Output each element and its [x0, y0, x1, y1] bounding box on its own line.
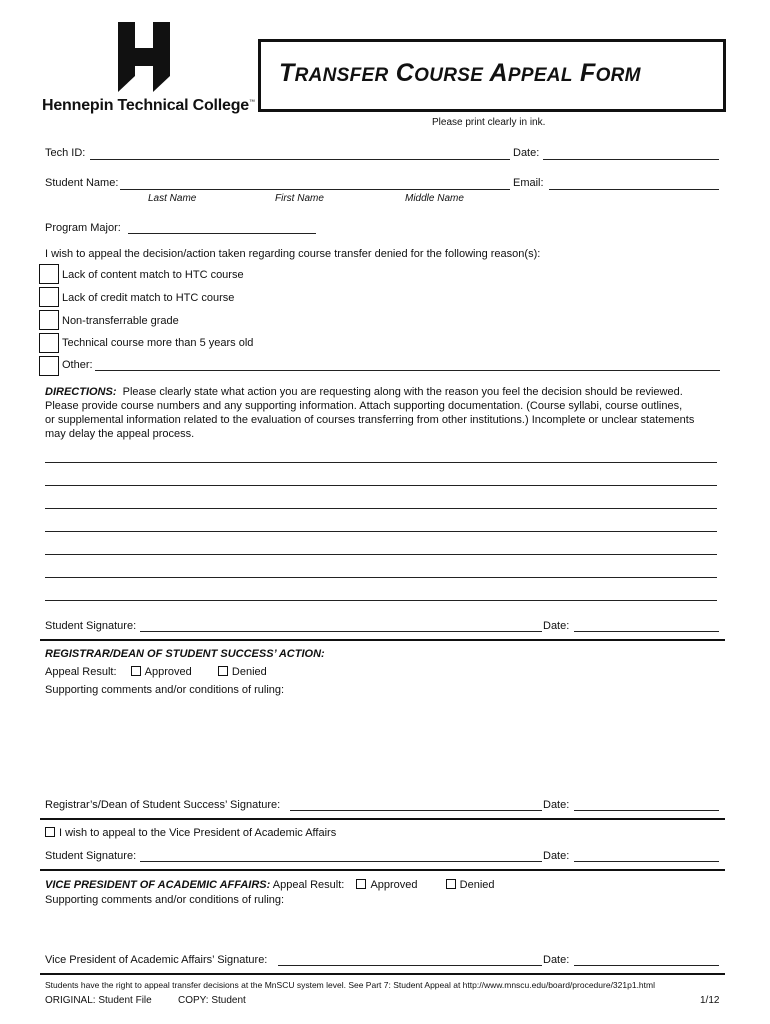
- directions-label: DIRECTIONS:: [45, 386, 117, 398]
- h-logo-icon: [118, 22, 170, 92]
- tech-id-label: Tech ID:: [45, 147, 86, 159]
- footer-original: ORIGINAL: Student File: [45, 995, 152, 1006]
- tech-id-field[interactable]: [90, 159, 510, 160]
- middle-name-caption: Middle Name: [405, 193, 464, 204]
- date-field[interactable]: [543, 159, 719, 160]
- reason-checkbox-other[interactable]: [39, 356, 59, 376]
- statement-line[interactable]: [45, 531, 717, 532]
- registrar-denied-checkbox[interactable]: [218, 666, 228, 676]
- vp-heading: VICE PRESIDENT OF ACADEMIC AFFAIRS:: [45, 879, 271, 891]
- print-note: Please print clearly in ink.: [432, 117, 546, 128]
- email-label: Email:: [513, 177, 544, 189]
- student-name-label: Student Name:: [45, 177, 119, 189]
- email-field[interactable]: [549, 189, 719, 190]
- student-signature-label: Student Signature:: [45, 620, 137, 632]
- date-field[interactable]: [574, 810, 719, 811]
- reason-label: Technical course more than 5 years old: [62, 337, 254, 349]
- program-major-field[interactable]: [128, 233, 316, 234]
- date-label: Date:: [543, 954, 570, 966]
- vp-comments-label: Supporting comments and/or conditions of ruling:: [45, 894, 285, 906]
- vp-signature-label: Vice President of Academic Affairs’ Signature:: [45, 954, 268, 966]
- vp-heading-row: VICE PRESIDENT OF ACADEMIC AFFAIRS: Appeal Result: Approved Denied: [45, 879, 495, 891]
- reason-checkbox-non-transferrable[interactable]: [39, 310, 59, 330]
- footer-copy: COPY: Student: [178, 995, 246, 1006]
- reason-label: Lack of credit match to HTC course: [62, 292, 235, 304]
- statement-line[interactable]: [45, 600, 717, 601]
- other-reason-field[interactable]: [95, 370, 720, 371]
- program-major-label: Program Major:: [45, 222, 121, 234]
- vp-appeal-request: I wish to appeal to the Vice President of Academic Affairs: [45, 827, 336, 839]
- statement-line[interactable]: [45, 577, 717, 578]
- vp-appeal-checkbox[interactable]: [45, 827, 55, 837]
- registrar-signature-label: Registrar’s/Dean of Student Success’ Signature:: [45, 799, 281, 811]
- registrar-heading: REGISTRAR/DEAN OF STUDENT SUCCESS’ ACTION:: [45, 648, 325, 660]
- registrar-approved-checkbox[interactable]: [131, 666, 141, 676]
- date-label: Date:: [543, 850, 570, 862]
- footer-note: Students have the right to appeal transfer decisions at the MnSCU system level. See Part 7: Student Appeal at http://www.mnscu.edu/board/procedure/321p1.html: [45, 980, 655, 990]
- statement-line[interactable]: [45, 508, 717, 509]
- section-divider: [40, 639, 725, 641]
- date-field[interactable]: [574, 861, 719, 862]
- statement-line[interactable]: [45, 554, 717, 555]
- student-signature-field[interactable]: [140, 631, 542, 632]
- registrar-signature-field[interactable]: [290, 810, 542, 811]
- vp-denied-checkbox[interactable]: [446, 879, 456, 889]
- statement-line[interactable]: [45, 462, 717, 463]
- college-name: Hennepin Technical College™: [42, 97, 255, 114]
- reason-checkbox-content-match[interactable]: [39, 264, 59, 284]
- last-name-caption: Last Name: [148, 193, 197, 204]
- reason-checkbox-over-5-years[interactable]: [39, 333, 59, 353]
- vp-approved-checkbox[interactable]: [356, 879, 366, 889]
- section-divider: [40, 818, 725, 820]
- student-name-field[interactable]: [120, 189, 510, 190]
- college-logo: [40, 22, 255, 122]
- reasons-intro: I wish to appeal the decision/action taken regarding course transfer denied for the following reason(s):: [45, 248, 541, 260]
- reason-checkbox-credit-match[interactable]: [39, 287, 59, 307]
- registrar-comments-label: Supporting comments and/or conditions of ruling:: [45, 684, 285, 696]
- date-field[interactable]: [574, 631, 719, 632]
- section-divider: [40, 869, 725, 871]
- reason-label: Non-transferrable grade: [62, 315, 179, 327]
- reason-label: Other:: [62, 359, 93, 371]
- directions-block: DIRECTIONS: Please clearly state what action you are requesting along with the reason you feel the decision should be reviewed. Please provide course numbers and any supporting information. Attach supporting documentation. (Course syllabi, course outlines, or supplemental information related to the evaluation of courses transferring from other institutions.) Incomplete or unclear statements may delay the appeal process.: [45, 386, 695, 440]
- footer-version: 1/12: [700, 995, 720, 1006]
- date-label: Date:: [543, 799, 570, 811]
- reason-label: Lack of content match to HTC course: [62, 269, 244, 281]
- vp-signature-field[interactable]: [278, 965, 542, 966]
- vp-student-signature-label: Student Signature:: [45, 850, 137, 862]
- form-title: TRANSFER COURSE APPEAL FORM: [279, 59, 641, 87]
- section-divider: [40, 973, 725, 975]
- date-label: Date:: [513, 147, 540, 159]
- first-name-caption: First Name: [275, 193, 324, 204]
- form-title-box: [258, 39, 726, 112]
- statement-line[interactable]: [45, 485, 717, 486]
- vp-student-signature-field[interactable]: [140, 861, 542, 862]
- date-field[interactable]: [574, 965, 719, 966]
- registrar-appeal-result: Appeal Result: Approved Denied: [45, 666, 267, 678]
- date-label: Date:: [543, 620, 570, 632]
